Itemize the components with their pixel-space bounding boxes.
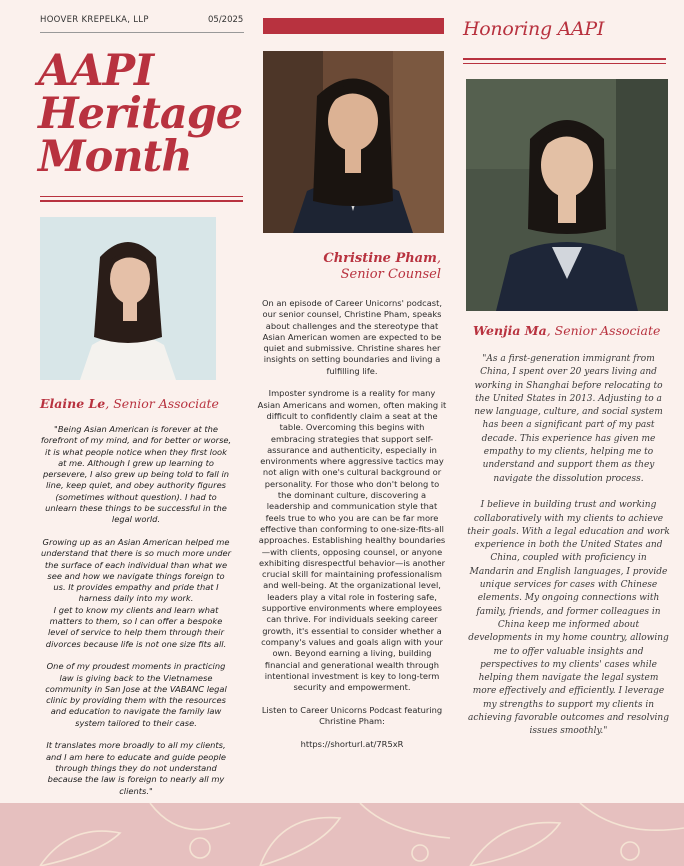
christine-name-line <box>263 251 441 283</box>
honoring-rule-thin <box>463 63 666 64</box>
honoring-heading: Honoring AAPI <box>463 18 605 40</box>
center-accent-bar <box>263 18 444 34</box>
elaine-quote <box>40 424 232 797</box>
title-line-1: AAPI <box>38 46 154 96</box>
header-divider <box>40 32 244 33</box>
elaine-name-line <box>40 396 260 411</box>
wenjia-paragraph: "As a first-generation immigrant from China, I spent over 20 years living and working in Shanghai before relocating to the United States in 2013. Adjusting to a new language, culture, and social system has been a significant part of my past decade. This experience has given me empathy to my clients, helping me to understand and support them as they navigate the dissolution process. <box>474 354 663 484</box>
elaine-paragraph: One of my proudest moments in practicing law is giving back to the Vietnamese community in San Jose at the VABANC legal clinic by providing them with the resources and education to navigate the family law system tailored to their case. <box>45 661 227 728</box>
wenjia-name-line <box>473 323 673 338</box>
elaine-photo <box>40 217 216 380</box>
christine-article <box>257 298 447 750</box>
honoring-rule-thick <box>463 58 666 60</box>
elaine-paragraph: Growing up as an Asian American helped me understand that there is so much more under the surface of each individual than what we see and how we navigate things foreign to us. It provides empathy and pride that I harness daily into my work. <box>40 536 232 604</box>
christine-role: Senior Counsel <box>340 267 441 282</box>
title-line-3: Month <box>38 132 192 182</box>
firm-name: HOOVER KREPELKA, LLP <box>40 15 149 25</box>
title-line-2: Heritage <box>38 89 243 139</box>
christine-photo <box>263 51 444 233</box>
elaine-name: Elaine Le <box>40 396 106 411</box>
title-rule-thin <box>40 196 243 197</box>
wenjia-quote <box>467 353 670 739</box>
christine-paragraph: Imposter syndrome is a reality for many Asian Americans and women, often making it difficult to confidently claim a seat at the table. Overcoming this begins with embracing strategies that support self-assurance and authenticity, especially in environments where aggressive tactics may not align with one's cultural background or personality. For those who don't belong to the dominant culture, discovering a leadership and communication style that feels true to who you are can be far more effective than conforming to one-size-fits-all approaches. Establishing healthy boundaries—with clients, opposing counsel, or anyone exhibiting disrespectful behavior—is another crucial skill for maintaining professionalism and well-being. At the organizational level, leaders play a vital role in fostering safe, supportive environments where employees can thrive. For individuals seeking career growth, it's essential to consider whether a company's values and goals align with your own. Beyond earning a living, building financial and generational wealth through intentional investment is key to long-term security and empowerment. <box>257 388 447 693</box>
christine-paragraph: On an episode of Career Unicorns' podcast, our senior counsel, Christine Pham, speaks about challenges and the stereotype that Asian American women are expected to be quiet and submissive. Christine shares her insights on setting boundaries and living a fulfilling life. <box>262 298 442 376</box>
elaine-role: , Senior Associate <box>105 396 219 411</box>
elaine-paragraph: It translates more broadly to all my clients, and I am here to educate and guide people through things they do not understand because the law is foreign to nearly all my clients." <box>45 740 227 796</box>
issue-date: 05/2025 <box>208 15 244 25</box>
wenjia-photo <box>466 79 668 311</box>
footer-band <box>0 803 684 866</box>
christine-name: Christine Pham <box>323 251 437 266</box>
floral-pattern <box>0 803 684 866</box>
christine-name-comma: , <box>436 251 441 266</box>
podcast-link[interactable]: https://shorturl.at/7R5xR <box>300 738 404 749</box>
elaine-paragraph: I get to know my clients and learn what matters to them, so I can offer a bespoke level of service to help them through their divorces because life is not one size fits all. <box>45 604 227 649</box>
christine-paragraph: Listen to Career Unicorns Podcast featuring Christine Pham: <box>261 704 443 726</box>
page-title <box>38 46 258 182</box>
wenjia-name: Wenjia Ma <box>473 323 547 338</box>
title-rule-thick <box>40 200 243 202</box>
wenjia-paragraph: I believe in building trust and working collaboratively with my clients to achieve their goals. With a legal education and work experience in both the United States and China, coupled with proficiency in Mandarin and English languages, I provide unique services for cases with Chinese elements. My ongoing connections with family, friends, and former colleagues in China keep me informed about developments in my home country, allowing me to offer valuable insights and perspectives to my clients' cases while helping them navigate the legal system more effectively and efficiently. I leverage my strengths to support my clients in achieving favorable outcomes and resolving issues smoothly." <box>467 500 670 737</box>
wenjia-role: , Senior Associate <box>546 323 661 338</box>
elaine-paragraph: "Being Asian American is forever at the forefront of my mind, and for better or worse, it is what people notice when they first look at me. Although I grew up learning to persevere, I also grew up being told to fall in line, keep quiet, and obey authority figures (sometimes without question). I had to unlearn these things to be successful in the legal world. <box>40 424 232 525</box>
